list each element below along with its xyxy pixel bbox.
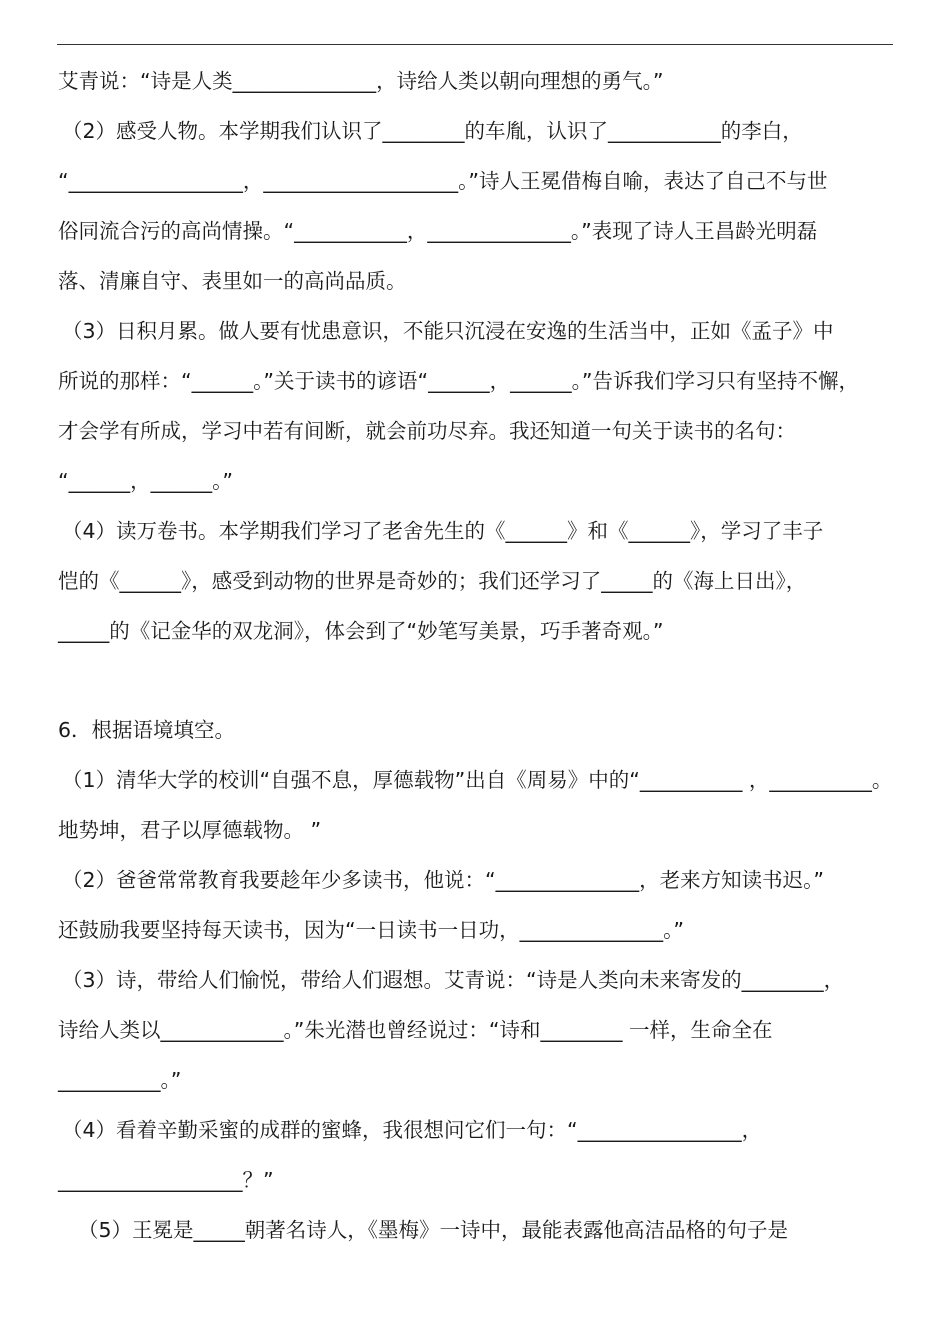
text-line: 艾青说：“诗是人类______________，诗给人类以朝向理想的勇气。” [58,69,664,93]
text-line: __________________？” [58,1168,274,1192]
text-line: 才会学有所成，学习中若有间断，就会前功尽弃。我还知道一句关于读书的名句： [58,419,796,443]
text-line: （3）日积月累。做人要有忧患意识，不能只沉浸在安逸的生活当中，正如《孟子》中 [62,319,834,343]
text-line: “_________________，___________________。”诗人王冕借梅自喻，表达了自己不与世 [58,169,828,193]
text-line: 俗同流合污的高尚情操。“___________，______________。”表现了诗人王昌龄光明磊 [58,219,818,243]
text-line: （2）爸爸常常教育我要趁年少多读书，他说：“______________，老来方知读书迟。” [62,868,825,892]
text-line: （4）读万卷书。本学期我们学习了老舍先生的《______》和《______》，学习了丰子 [62,519,824,543]
text-line: _____的《记金华的双龙洞》，体会到了“妙笔写美景，巧手著奇观。” [58,619,664,643]
text-line: （3）诗，带给人们愉悦，带给人们遐想。艾青说：“诗是人类向未来寄发的________， [62,968,845,992]
header-rule [57,44,893,45]
text-line: （5）王冕是_____朝著名诗人，《墨梅》一诗中，最能表露他高洁品格的句子是 [78,1218,789,1242]
exercise-text [58,56,893,1255]
text-line: “______，______。” [58,469,233,493]
text-line: 恺的《______》，感受到动物的世界是奇妙的；我们还学习了_____的《海上日出》， [58,569,807,593]
text-line: __________。” [58,1068,182,1092]
text-line: 所说的那样：“______。”关于读书的谚语“______，______。”告诉我们学习只有坚持不懈， [58,369,859,393]
text-line: 还鼓励我要坚持每天读书，因为“一日读书一日功，______________。” [58,918,684,942]
text-line: 诗给人类以____________。”朱光潜也曾经说过：“诗和________ 一样，生命全在 [58,1018,773,1042]
text-line: （1）清华大学的校训“自强不息，厚德载物”出自《周易》中的“__________ ，__________。 [62,768,893,792]
text-line: 落、清廉自守、表里如一的高尚品质。 [58,269,407,293]
section-gap [58,656,890,705]
text-line: 地势坤，君子以厚德载物。 ” [58,818,322,842]
question-heading: 6．根据语境填空。 [58,718,236,742]
text-line: （4）看着辛勤采蜜的成群的蜜蜂，我很想问它们一句：“________________， [62,1118,763,1142]
text-line: （2）感受人物。本学期我们认识了________的车胤，认识了___________的李白， [62,119,803,143]
